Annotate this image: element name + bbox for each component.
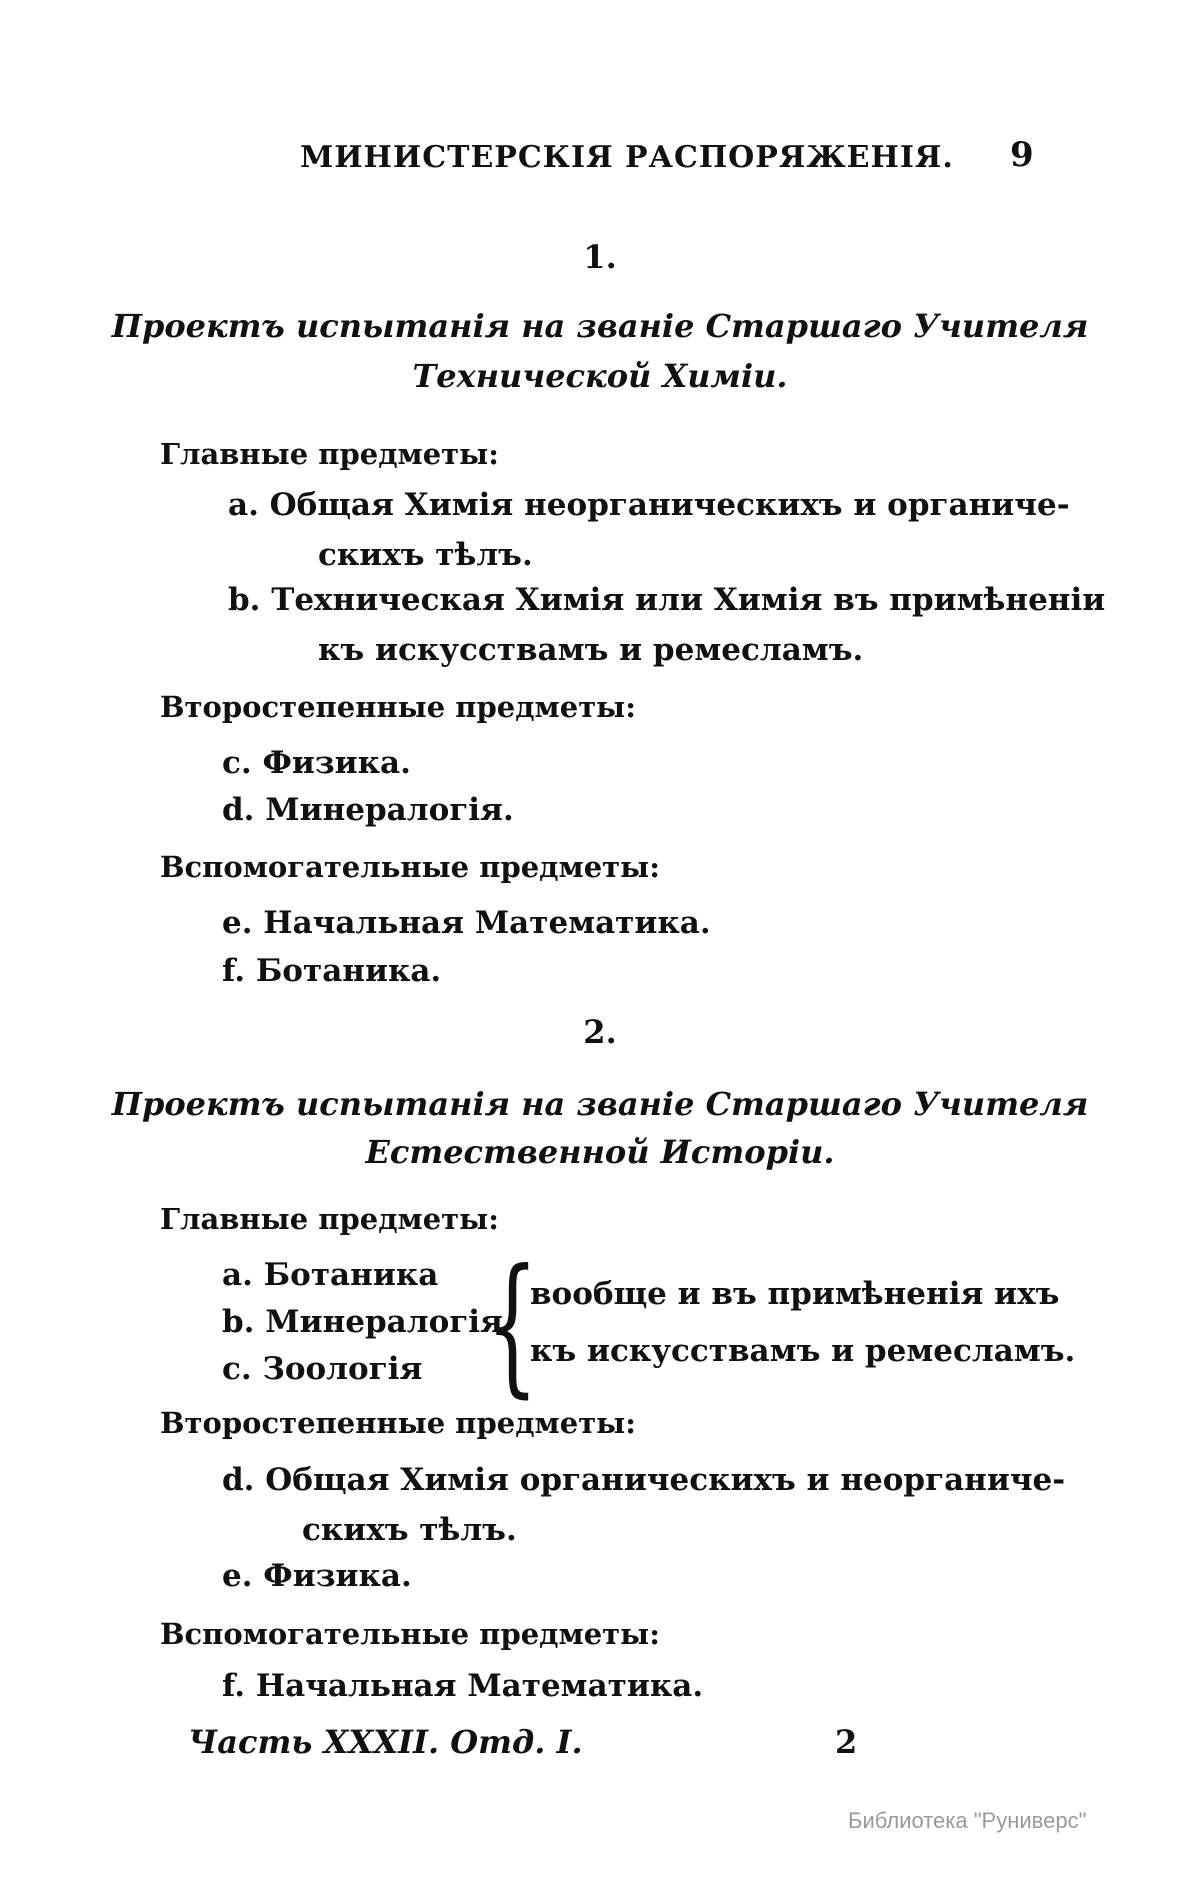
library-watermark: Библиотека "Руниверс" [848, 1808, 1087, 1833]
section-2-title-line-1: Проектъ испытанія на званіе Старшаго Учителя [111, 1085, 1089, 1123]
section-1-item-c: c. Физика. [222, 745, 411, 781]
section-1-main-heading: Главные предметы: [160, 437, 499, 471]
section-2-item-d: d. Общая Химія органическихъ и неорганиче- [222, 1462, 1066, 1498]
section-2-main-heading: Главные предметы: [160, 1202, 499, 1236]
running-header-title: МИНИСТЕРСКІЯ РАСПОРЯЖЕНІЯ. [300, 140, 954, 175]
footer-part-reference: Часть XXXII. Отд. I. [188, 1723, 583, 1761]
section-2-item-f: f. Начальная Математика. [222, 1668, 704, 1704]
section-1-item-b: b. Техническая Химія или Химія въ примѣненіи [228, 582, 1106, 618]
section-1-item-e: e. Начальная Математика. [222, 905, 711, 941]
section-2-item-d-continuation: скихъ тѣлъ. [302, 1512, 517, 1548]
section-2-item-b: b. Минералогія [222, 1304, 503, 1340]
section-2-brace-text-line-2: къ искусствамъ и ремесламъ. [530, 1333, 1076, 1369]
curly-brace-icon: { [486, 1238, 539, 1412]
section-1-item-f: f. Ботаника. [222, 953, 442, 989]
section-1-auxiliary-heading: Вспомогательные предметы: [160, 850, 660, 884]
section-1-number: 1. [583, 238, 617, 276]
section-2-secondary-heading: Второстепенные предметы: [160, 1406, 636, 1440]
section-2-title-line-2: Естественной Исторіи. [365, 1133, 835, 1171]
footer-signature-mark: 2 [835, 1723, 858, 1761]
section-1-item-b-continuation: къ искусствамъ и ремесламъ. [318, 632, 864, 668]
section-1-item-a: a. Общая Химія неорганическихъ и органиче- [228, 487, 1070, 523]
section-2-item-c: c. Зоологія [222, 1351, 423, 1387]
section-2-auxiliary-heading: Вспомогательные предметы: [160, 1617, 660, 1651]
section-2-item-a: a. Ботаника [222, 1257, 439, 1293]
section-2-item-e: e. Физика. [222, 1558, 412, 1594]
section-1-title-line-2: Технической Химіи. [412, 357, 788, 395]
section-2-brace-text-line-1: вообще и въ примѣненія ихъ [530, 1276, 1060, 1312]
section-2-number: 2. [583, 1013, 617, 1051]
section-1-item-d: d. Минералогія. [222, 792, 514, 828]
page-number: 9 [1010, 135, 1034, 175]
section-1-title-line-1: Проектъ испытанія на званіе Старшаго Учителя [111, 307, 1089, 345]
section-1-item-a-continuation: скихъ тѣлъ. [318, 537, 533, 573]
section-1-secondary-heading: Второстепенные предметы: [160, 690, 636, 724]
